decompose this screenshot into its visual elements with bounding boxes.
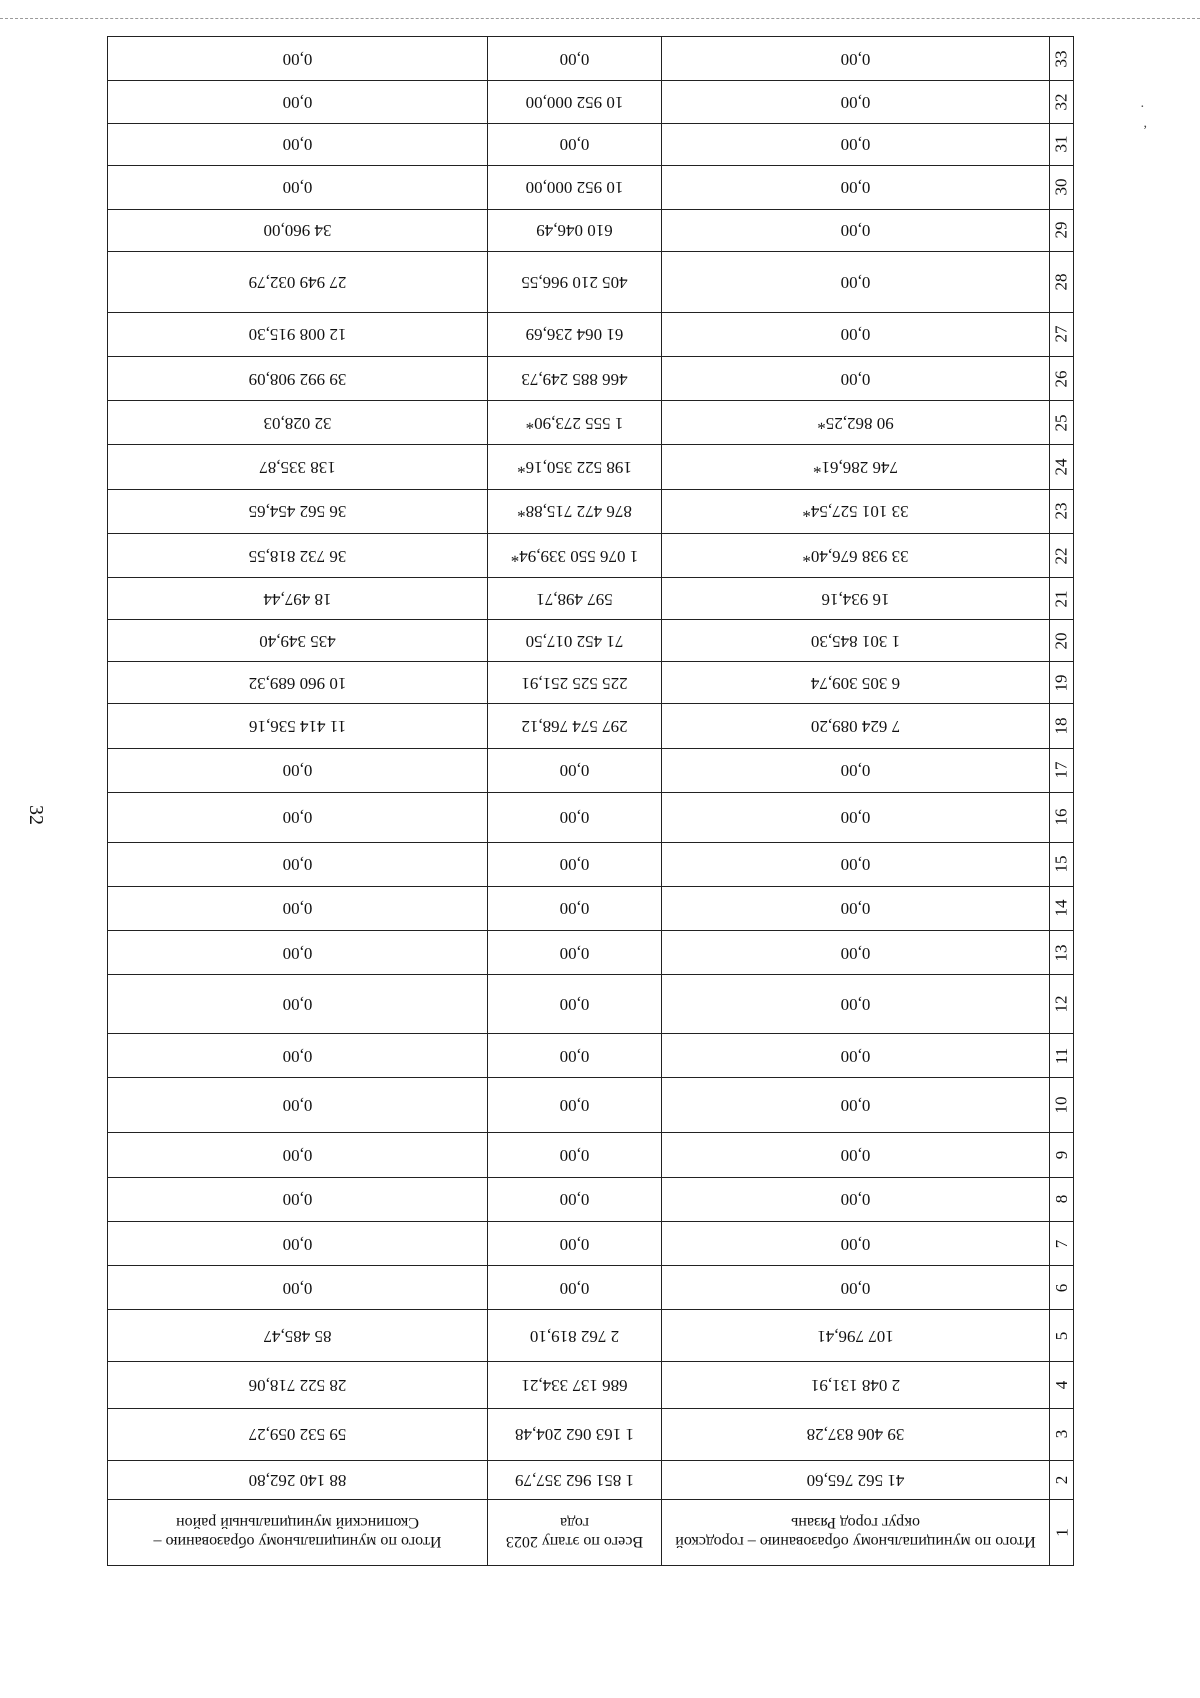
cell-skopinsky: 85 485,47 [108,1310,488,1362]
cell-skopinsky: 0,00 [108,165,488,209]
row-number: 25 [1050,401,1074,445]
row-number: 8 [1050,1177,1074,1221]
cell-stage-total: 0,00 [488,1033,662,1077]
table-row [108,489,1074,533]
row-number: 33 [1050,37,1074,81]
header-stage-2023: Всего по этапу 2023 года [488,1499,662,1565]
cell-ryazan: 107 796,41 [662,1310,1050,1362]
row-number: 31 [1050,123,1074,165]
cell-ryazan: 0,00 [662,1033,1050,1077]
cell-stage-total: 0,00 [488,1133,662,1177]
cell-skopinsky: 0,00 [108,931,488,975]
cell-stage-total: 0,00 [488,1221,662,1265]
row-number: 10 [1050,1078,1074,1133]
row-number: 4 [1050,1362,1074,1408]
table-row [108,37,1074,81]
cell-skopinsky: 0,00 [108,792,488,842]
cell-stage-total: 610 046,49 [488,209,662,251]
cell-skopinsky: 0,00 [108,886,488,930]
cell-ryazan: 2 048 131,91 [662,1362,1050,1408]
cell-ryazan: 0,00 [662,886,1050,930]
cell-ryazan: 1 301 845,30 [662,620,1050,662]
table-row [108,662,1074,704]
table-row [108,251,1074,312]
cell-stage-total: 0,00 [488,123,662,165]
row-number: 5 [1050,1310,1074,1362]
table-row [108,1310,1074,1362]
table-row [108,620,1074,662]
cell-stage-total: 686 137 334,21 [488,1362,662,1408]
cell-skopinsky: 0,00 [108,1033,488,1077]
cell-ryazan: 33 101 527,54* [662,489,1050,533]
row-number: 29 [1050,209,1074,251]
cell-ryazan: 16 934,16 [662,578,1050,620]
cell-skopinsky: 0,00 [108,1177,488,1221]
cell-skopinsky: 59 532 059,27 [108,1408,488,1460]
cell-ryazan: 41 562 765,60 [662,1460,1050,1499]
cell-ryazan: 0,00 [662,165,1050,209]
header-ryazan: Итого по муниципальному образованию – городской округ город Рязань [662,1499,1050,1565]
cell-stage-total: 0,00 [488,931,662,975]
cell-ryazan: 0,00 [662,312,1050,356]
row-number: 28 [1050,251,1074,312]
cell-skopinsky: 32 028,03 [108,401,488,445]
cell-skopinsky: 138 335,87 [108,445,488,489]
cell-ryazan: 0,00 [662,81,1050,123]
cell-stage-total: 0,00 [488,842,662,886]
cell-stage-total: 2 762 819,10 [488,1310,662,1362]
row-number: 30 [1050,165,1074,209]
row-number: 12 [1050,975,1074,1034]
cell-ryazan: 6 305 309,74 [662,662,1050,704]
row-number: 19 [1050,662,1074,704]
table-row [108,401,1074,445]
table-row [108,578,1074,620]
cell-ryazan: 0,00 [662,1133,1050,1177]
cell-stage-total: 0,00 [488,748,662,792]
cell-stage-total: 1 163 062 204,48 [488,1408,662,1460]
cell-ryazan: 0,00 [662,1221,1050,1265]
cell-ryazan: 0,00 [662,251,1050,312]
table-row [108,792,1074,842]
cell-stage-total: 1 076 550 339,94* [488,533,662,577]
cell-stage-total: 61 064 236,69 [488,312,662,356]
table-row [108,704,1074,748]
scan-edge-line [0,18,1200,19]
row-number: 9 [1050,1133,1074,1177]
cell-skopinsky: 36 732 818,55 [108,533,488,577]
table-row [108,1221,1074,1265]
table-row [108,1033,1074,1077]
cell-stage-total: 0,00 [488,1177,662,1221]
table-header-row [108,1499,1074,1565]
row-number: 23 [1050,489,1074,533]
cell-ryazan: 0,00 [662,792,1050,842]
page-number: 32 [25,805,47,825]
cell-stage-total: 405 210 966,55 [488,251,662,312]
table-row [108,975,1074,1034]
cell-ryazan: 0,00 [662,842,1050,886]
cell-stage-total: 10 952 000,00 [488,81,662,123]
table-row [108,81,1074,123]
cell-ryazan: 0,00 [662,123,1050,165]
cell-skopinsky: 0,00 [108,748,488,792]
row-number: 16 [1050,792,1074,842]
row-number: 14 [1050,886,1074,930]
row-number: 7 [1050,1221,1074,1265]
cell-stage-total: 597 498,71 [488,578,662,620]
cell-skopinsky: 435 349,40 [108,620,488,662]
cell-ryazan: 0,00 [662,1078,1050,1133]
cell-ryazan: 0,00 [662,209,1050,251]
cell-skopinsky: 18 497,44 [108,578,488,620]
table-row [108,165,1074,209]
row-number: 26 [1050,356,1074,400]
cell-ryazan: 746 286,61* [662,445,1050,489]
cell-ryazan: 7 624 089,20 [662,704,1050,748]
header-skopinsky: Итого по муниципальному образованию – Скопинский муниципальный район [108,1499,488,1565]
cell-ryazan: 0,00 [662,1177,1050,1221]
cell-stage-total: 1 555 273,90* [488,401,662,445]
cell-skopinsky: 12 008 915,30 [108,312,488,356]
cell-skopinsky: 0,00 [108,842,488,886]
cell-stage-total: 10 952 000,00 [488,165,662,209]
cell-stage-total: 0,00 [488,886,662,930]
table-body [108,37,1074,1566]
cell-skopinsky: 39 992 908,09 [108,356,488,400]
cell-skopinsky: 28 522 718,06 [108,1362,488,1408]
row-number: 11 [1050,1033,1074,1077]
cell-skopinsky: 0,00 [108,975,488,1034]
cell-skopinsky: 88 140 262,80 [108,1460,488,1499]
cell-stage-total: 225 525 251,91 [488,662,662,704]
row-number: 17 [1050,748,1074,792]
row-number: 27 [1050,312,1074,356]
table-row [108,1133,1074,1177]
table-row [108,886,1074,930]
row-number: 3 [1050,1408,1074,1460]
row-number: 15 [1050,842,1074,886]
cell-ryazan: 0,00 [662,975,1050,1034]
cell-stage-total: 71 452 017,50 [488,620,662,662]
table-row [108,748,1074,792]
row-number: 20 [1050,620,1074,662]
cell-stage-total: 0,00 [488,1266,662,1310]
cell-skopinsky: 34 960,00 [108,209,488,251]
cell-skopinsky: 36 562 454,65 [108,489,488,533]
table-row [108,1408,1074,1460]
row-number: 21 [1050,578,1074,620]
cell-skopinsky: 10 960 689,32 [108,662,488,704]
table-row [108,1362,1074,1408]
table-row [108,312,1074,356]
table-row [108,209,1074,251]
cell-stage-total: 198 522 350,16* [488,445,662,489]
cell-skopinsky: 0,00 [108,1221,488,1265]
row-number: 32 [1050,81,1074,123]
table-row [108,931,1074,975]
cell-ryazan: 90 862,25* [662,401,1050,445]
table-row [108,445,1074,489]
cell-ryazan: 0,00 [662,356,1050,400]
table-row [108,842,1074,886]
table-row [108,1460,1074,1499]
row-number: 22 [1050,533,1074,577]
table-row [108,356,1074,400]
row-number: 18 [1050,704,1074,748]
row-number: 2 [1050,1460,1074,1499]
cell-skopinsky: 0,00 [108,1078,488,1133]
table-row [108,123,1074,165]
table-row [108,1078,1074,1133]
cell-stage-total: 466 885 249,73 [488,356,662,400]
row-number: 24 [1050,445,1074,489]
cell-stage-total: 876 472 715,88* [488,489,662,533]
cell-skopinsky: 0,00 [108,81,488,123]
cell-stage-total: 0,00 [488,37,662,81]
table-row [108,1266,1074,1310]
cell-ryazan: 0,00 [662,1266,1050,1310]
data-table [107,36,1074,1566]
row-number: 6 [1050,1266,1074,1310]
row-number: 13 [1050,931,1074,975]
table-row [108,533,1074,577]
cell-skopinsky: 0,00 [108,1133,488,1177]
table-container [108,36,1074,1566]
cell-skopinsky: 27 949 032,79 [108,251,488,312]
cell-ryazan: 0,00 [662,37,1050,81]
cell-ryazan: 0,00 [662,748,1050,792]
cell-ryazan: 33 938 676,40* [662,533,1050,577]
scan-specks: · , [1140,100,1147,131]
cell-stage-total: 0,00 [488,1078,662,1133]
cell-skopinsky: 0,00 [108,123,488,165]
cell-stage-total: 0,00 [488,975,662,1034]
cell-skopinsky: 11 414 536,16 [108,704,488,748]
cell-stage-total: 0,00 [488,792,662,842]
table-row [108,1177,1074,1221]
cell-stage-total: 1 851 962 357,79 [488,1460,662,1499]
cell-skopinsky: 0,00 [108,37,488,81]
cell-ryazan: 0,00 [662,931,1050,975]
cell-ryazan: 39 406 837,28 [662,1408,1050,1460]
row-number: 1 [1050,1499,1074,1565]
cell-skopinsky: 0,00 [108,1266,488,1310]
cell-stage-total: 297 574 768,12 [488,704,662,748]
